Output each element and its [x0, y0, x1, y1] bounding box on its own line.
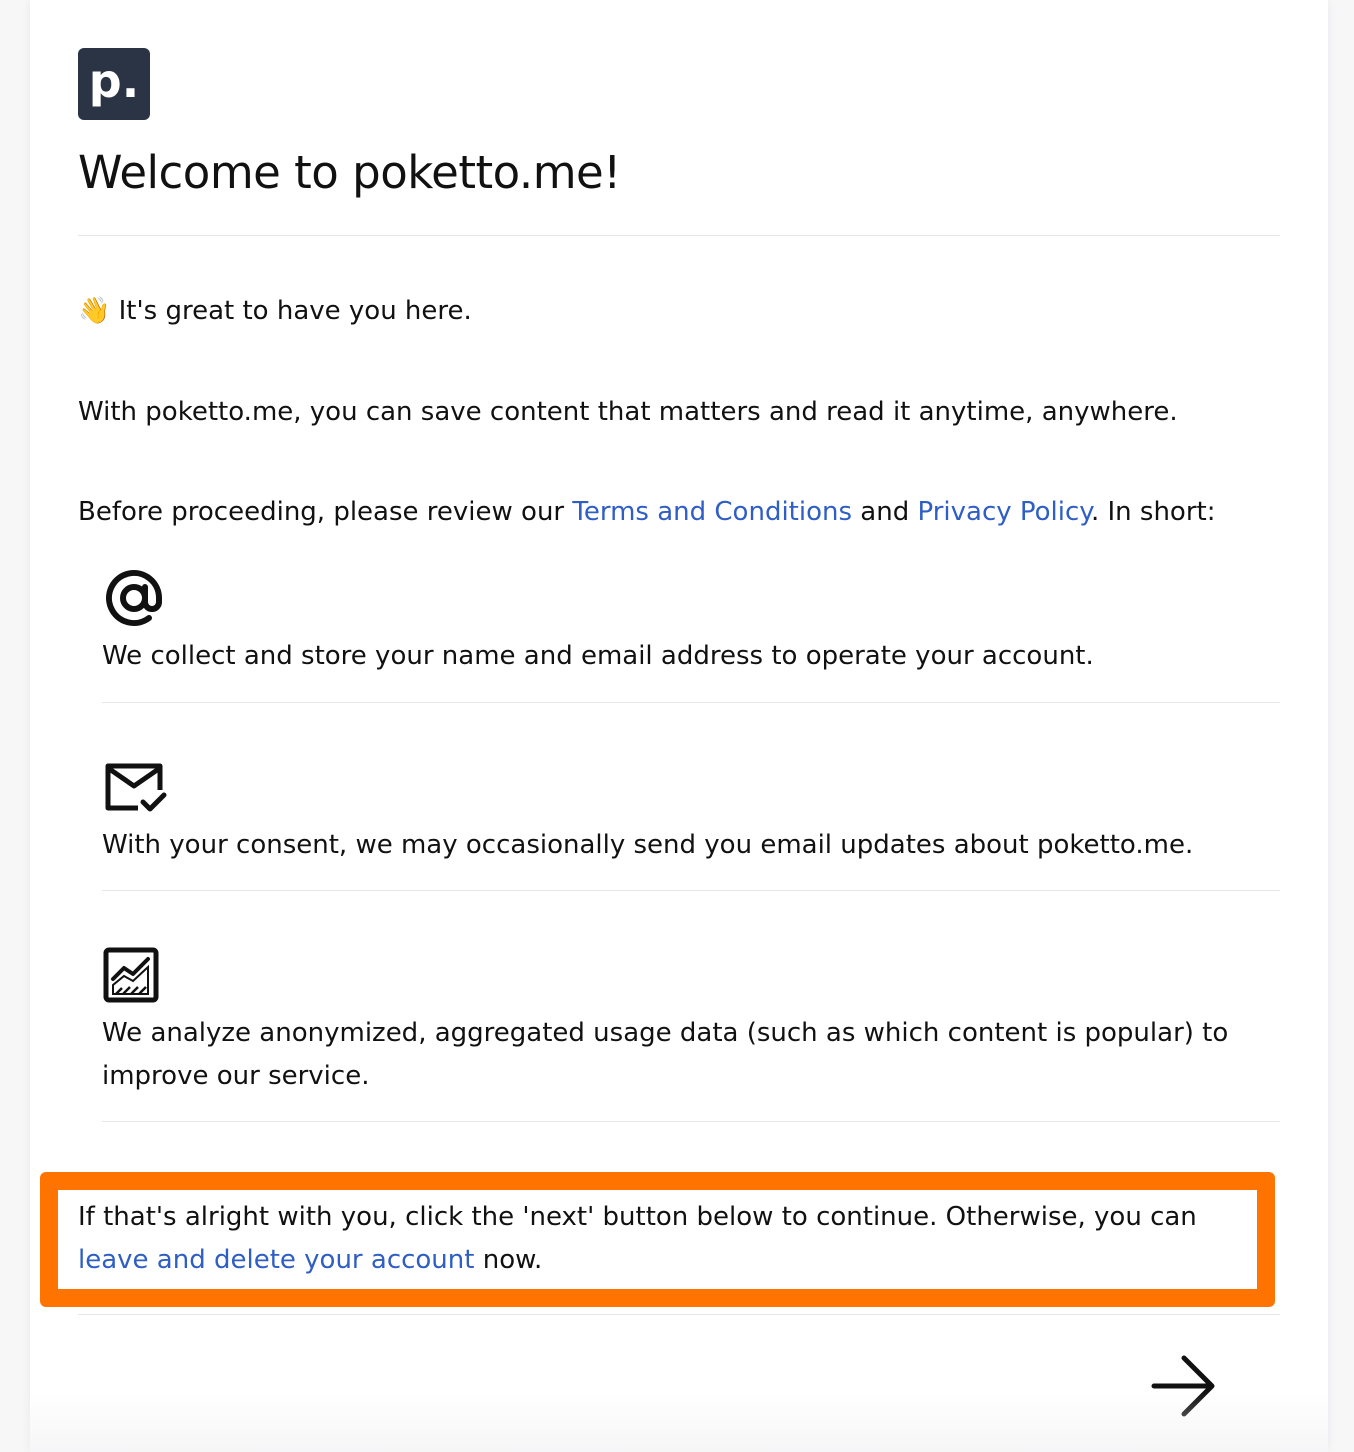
consent-notice-text: [78, 1196, 1248, 1282]
greeting: [78, 290, 472, 333]
chart-icon: [102, 946, 162, 1008]
review-suffix: . In short:: [1090, 497, 1216, 527]
logo-letter: p.: [88, 54, 140, 108]
review-middle: and: [852, 497, 918, 527]
review-prefix: Before proceeding, please review our: [78, 497, 573, 527]
page-title: Welcome to poketto.me!: [78, 146, 621, 199]
divider: [78, 235, 1280, 236]
waving-hand-icon: 👋: [78, 296, 111, 326]
footer-divider: [78, 1314, 1280, 1315]
feature-text-analytics: We analyze anonymized, aggregated usage data (such as which content is popular) to improve our service.: [102, 1018, 1229, 1091]
poketto-logo: [78, 48, 150, 120]
feature-divider: [102, 1121, 1280, 1122]
feature-text-email: With your consent, we may occasionally send you email updates about poketto.me.: [102, 830, 1194, 860]
notice-prefix: If that's alright with you, click the 'next' button below to continue. Otherwise, you can: [78, 1202, 1197, 1232]
welcome-card: [30, 0, 1328, 1452]
intro-text: With poketto.me, you can save content that matters and read it anytime, anywhere.: [78, 397, 1178, 427]
feature-divider: [102, 702, 1280, 703]
feature-divider: [102, 890, 1280, 891]
feature-text-account: We collect and store your name and email address to operate your account.: [102, 641, 1094, 671]
at-sign-icon: [102, 566, 166, 634]
review-text: [78, 491, 1215, 534]
consent-notice-highlight: [40, 1172, 1275, 1307]
privacy-link[interactable]: Privacy Policy: [917, 497, 1091, 527]
terms-link[interactable]: Terms and Conditions: [572, 497, 853, 527]
bottom-fade: [30, 1392, 1328, 1452]
mail-check-icon: [102, 760, 170, 820]
delete-account-link[interactable]: leave and delete your account: [78, 1245, 475, 1275]
notice-suffix: now.: [474, 1245, 543, 1275]
consent-notice: [58, 1190, 1257, 1289]
greeting-text: It's great to have you here.: [118, 296, 472, 326]
